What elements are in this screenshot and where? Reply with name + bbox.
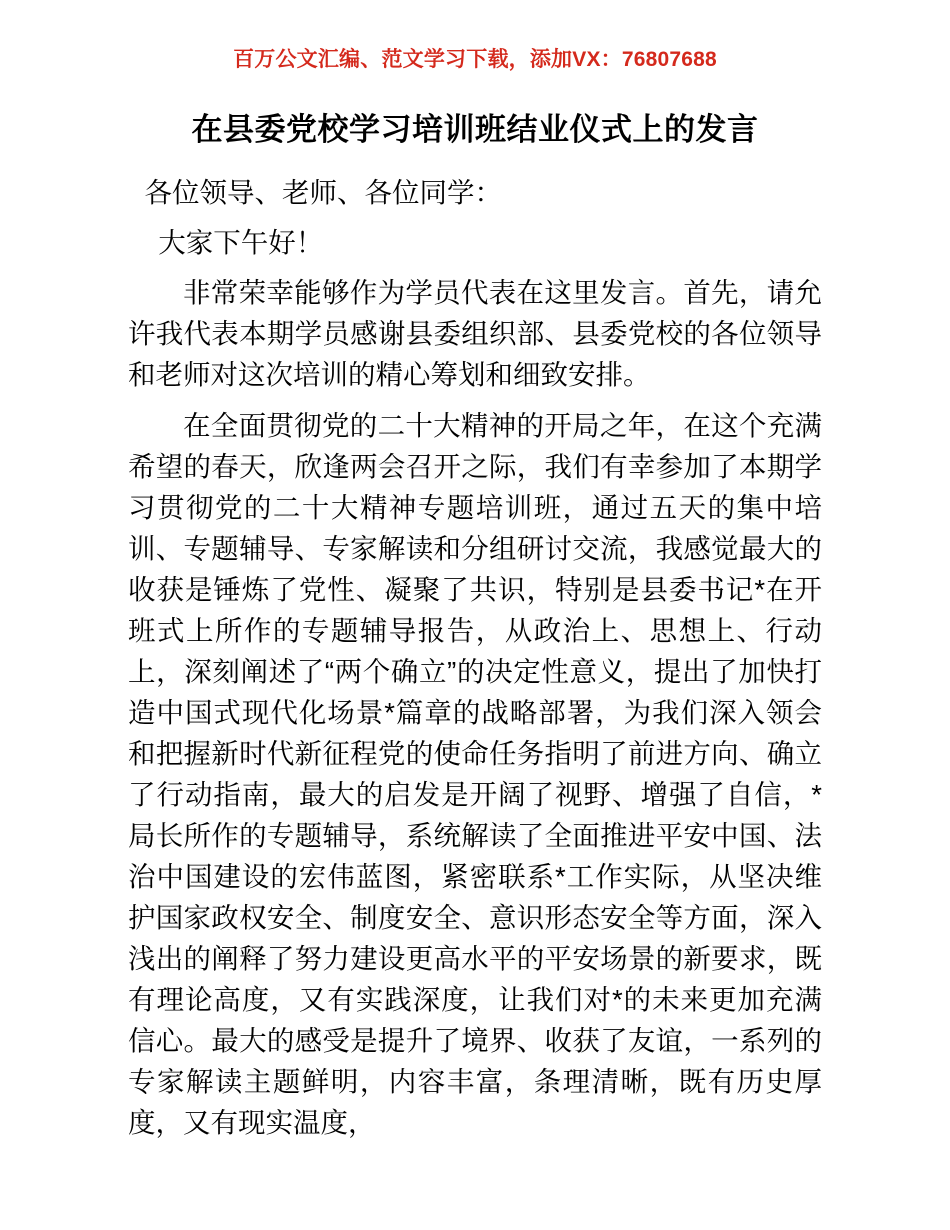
body-paragraph-2: 在全面贯彻党的二十大精神的开局之年，在这个充满希望的春天，欣逢两会召开之际，我们有幸参加了本期学习贯彻党的二十大精神专题培训班，通过五天的集中培训、专题辅导、专家解读和分组研讨交流，我感觉最大的收获是锤炼了党性、凝聚了共识，特别是县委书记*在开班式上所作的专题辅导报告，从政治上、思想上、行动上，深刻阐述了“两个确立”的决定性意义，提出了加快打造中国式现代化场景*篇章的战略部署，为我们深入领会和把握新时代新征程党的使命任务指明了前进方向、确立了行动指南，最大的启发是开阔了视野、增强了自信，*局长所作的专题辅导，系统解读了全面推进平安中国、法治中国建设的宏伟蓝图，紧密联系*工作实际，从坚决维护国家政权安全、制度安全、意识形态安全等方面，深入浅出的阐释了努力建设更高水平的平安场景的新要求，既有理论高度，又有实践深度，让我们对*的未来更加充满信心。最大的感受是提升了境界、收获了友谊，一系列的专家解读主题鲜明，内容丰富，条理清晰，既有历史厚度，又有现实温度， [128,410,822,1138]
document-title: 在县委党校学习培训班结业仪式上的发言 [191,112,759,147]
document-body [128,172,822,1143]
salutation-line: 各位领导、老师、各位同学： [144,177,502,208]
greeting-line: 大家下午好！ [158,227,324,258]
paragraph-spacer [128,395,822,405]
promo-banner-text: 百万公文汇编、范文学习下载，添加VX：76807688 [233,48,717,71]
body-paragraph-1: 非常荣幸能够作为学员代表在这里发言。首先，请允许我代表本期学员感谢县委组织部、县委党校的各位领导和老师对这次培训的精心筹划和细致安排。 [128,277,822,390]
